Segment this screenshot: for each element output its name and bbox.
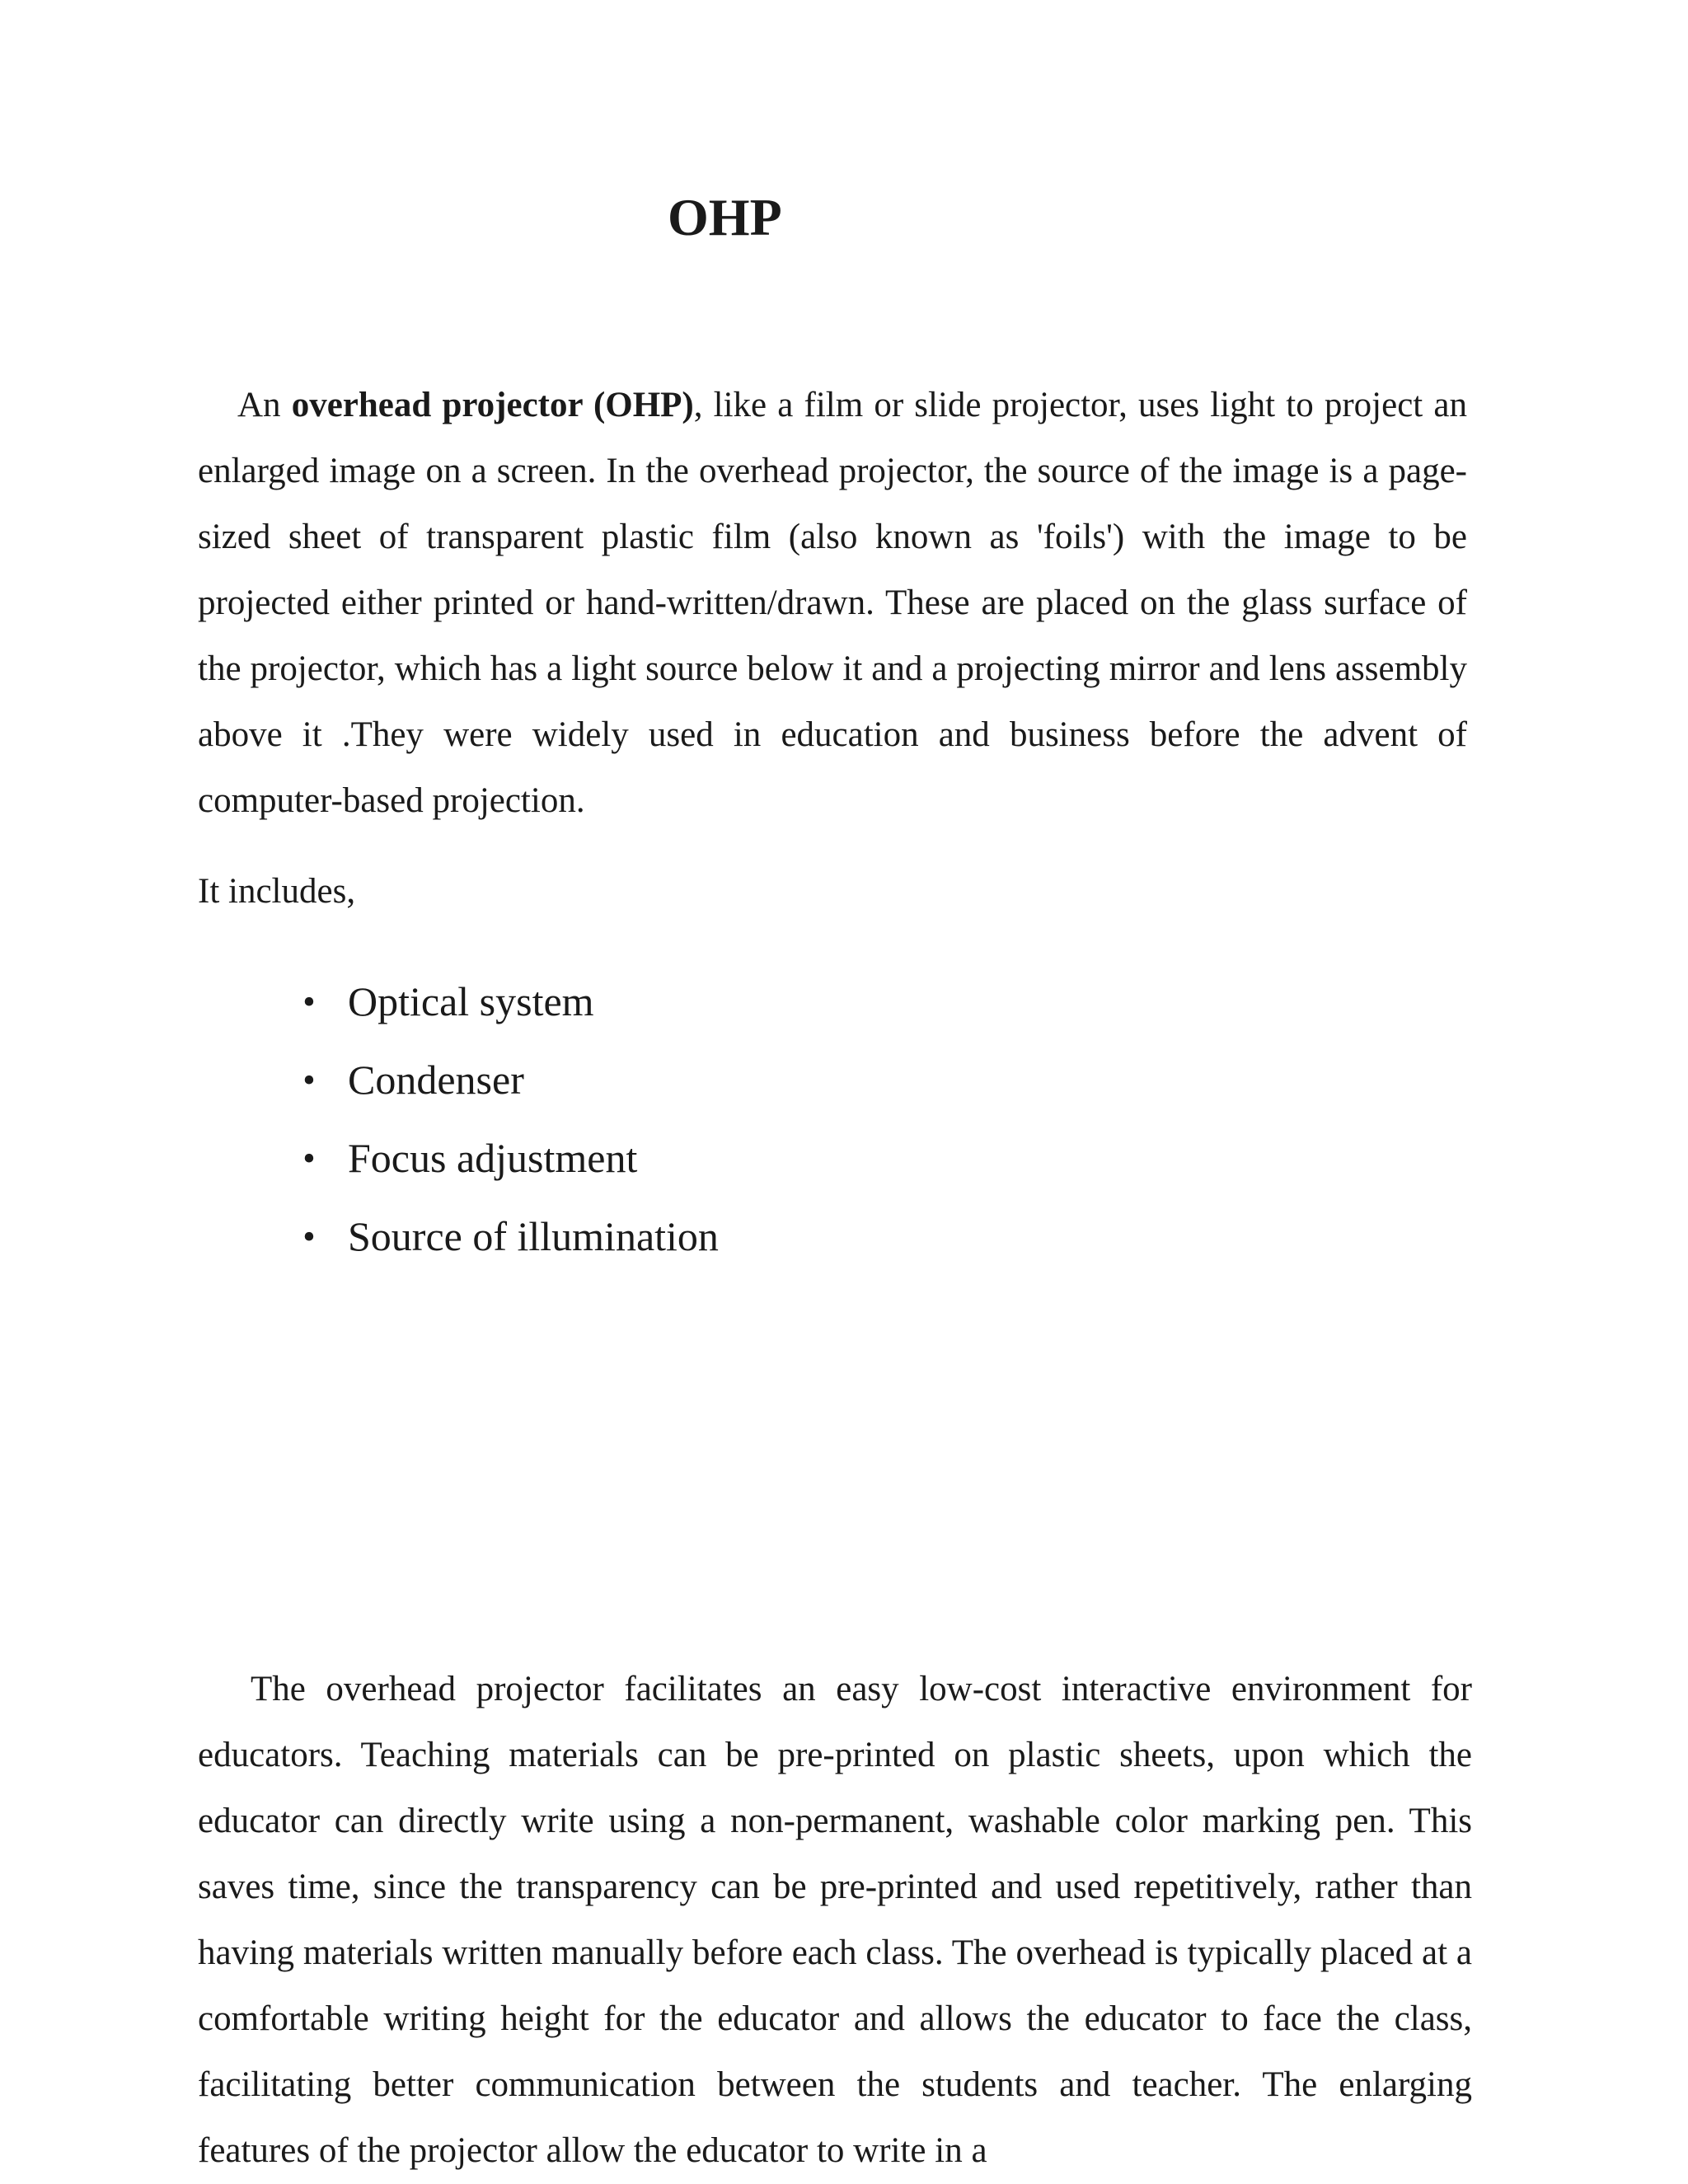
- list-item: [297, 963, 719, 1041]
- feature-list: [297, 963, 719, 1276]
- list-item-label: Condenser: [348, 1057, 524, 1103]
- intro-body: , like a film or slide projector, uses light to project an enlarged image on a screen. In the overhead projector, the source of the image is a page-sized sheet of transparent plastic film (also known as 'foils') with the image to be projected either printed or hand-written/drawn. These are placed on the glass surface of the projector, which has a light source below it and a projecting mirror and lens assembly above it .They were widely used in education and business before the advent of computer-based projection.: [198, 386, 1467, 820]
- includes-label: It includes,: [198, 872, 356, 911]
- body-paragraph: The overhead projector facilitates an easy low-cost interactive environment for educators. Teaching materials can be pre-printed on plastic sheets, upon which the educator can directly write using a non-permanent, washable color marking pen. This saves time, since the transparency can be pre-printed and used repetitively, rather than having materials written manually before each class. The overhead is typically placed at a comfortable writing height for the educator and allows the educator to face the class, facilitating better communication between the students and teacher. The enlarging features of the projector allow the educator to write in a: [198, 1670, 1472, 2170]
- page-title: OHP: [668, 188, 782, 246]
- term-overhead-projector: overhead projector (OHP): [291, 386, 694, 424]
- list-item: [297, 1041, 719, 1119]
- list-item-label: Source of illumination: [348, 1213, 719, 1259]
- intro-paragraph: [198, 373, 1467, 834]
- bullet-icon: •: [302, 1060, 316, 1100]
- bullet-icon: •: [302, 1138, 316, 1179]
- list-item-label: Focus adjustment: [348, 1135, 638, 1181]
- list-item: [297, 1197, 719, 1276]
- list-item-label: Optical system: [348, 978, 594, 1024]
- intro-lead: An: [237, 386, 292, 424]
- bullet-icon: •: [302, 982, 316, 1022]
- bullet-icon: •: [302, 1216, 316, 1257]
- list-item: [297, 1119, 719, 1197]
